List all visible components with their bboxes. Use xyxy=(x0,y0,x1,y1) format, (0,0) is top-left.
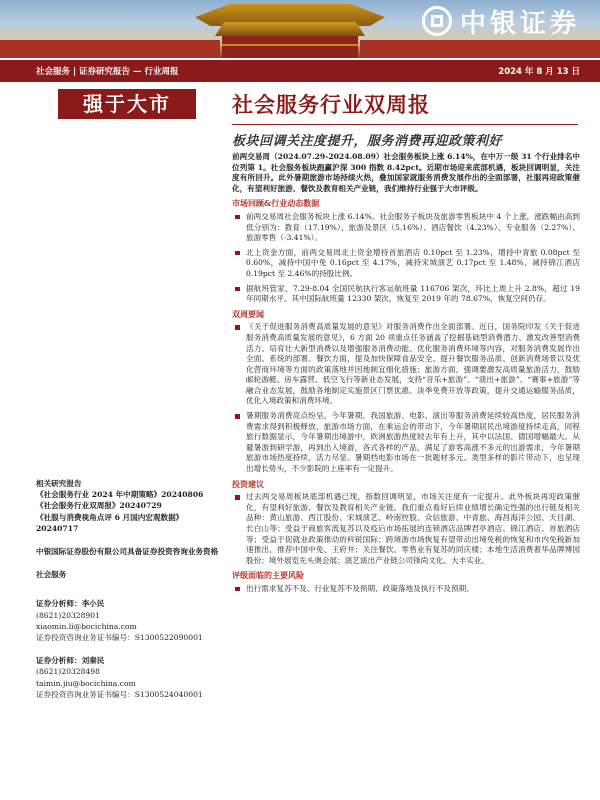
section-heading-invest: 投资建议 xyxy=(232,478,264,489)
summary-paragraph: 前两交易周（2024.07.29-2024.08.09）社会服务板块上涨 6.14%，在中万一级 31 个行业排名中位列第 1。社会服务板块跑赢沪深 300 指数 8.42pct。近期市场迎来底部机遇，板块回调明显，关注度有所回升。此外暑期旅游市场持续火热，叠加国家就服务消费发展作出的全面部署，社服再迎政策催化，有望利好旅游、餐饮及教育相关产业链，我们维持行业强于大市评级。 xyxy=(232,152,580,193)
related-report: 《社服与消费视角点评 6 月国内宏观数据》20240717 xyxy=(36,512,184,533)
brand-name: 中银证券 xyxy=(459,8,580,39)
analyst-phone: (8621)20328498 xyxy=(36,667,100,677)
header-banner-image xyxy=(0,0,600,58)
bullet-item: 出行需求复苏不及、行业复苏不及预期、政策落地及执行不及预期。 xyxy=(232,584,580,595)
report-subtitle: 板块回调关注度提升，服务消费再迎政策利好 xyxy=(232,134,503,149)
analyst-cert: 证券投资咨询业务证书编号：S1300524040001 xyxy=(36,689,203,699)
bullet-item: 暑期服务消费亮点纷呈。今年暑期，我国旅游、电影、演出等服务消费延续较高热度，居民服务消费需求得到积极释放，旅游市场方面，在乘运会的带动下，今年暑期居民出境游度持续走高，同程旅行数据显示，今年暑期出境游中，欧洲旅游热度较去年有上升，其中以法国、德国增幅最大。从避暑游到研学游，再到出入境游，各式各样的产品，满足了游客高涨不多元的出游需求，今年暑期旅游市场热度持续，活力尽显。暑期档电影市场在一批题材多元、类型多样的影片带动下，也呈现出增长势头，不少影院的上座率有一定提升。 xyxy=(232,411,580,475)
analyst-name: 李小民 xyxy=(81,599,105,609)
related-report: 《社会服务行业双周报》20240729 xyxy=(36,501,162,511)
section-heading-market: 市场回顾&行业动态数据 xyxy=(232,198,320,209)
sidebar xyxy=(36,478,224,700)
palace-hall-graphic xyxy=(222,36,358,58)
section-heading-news: 双周要闻 xyxy=(232,308,264,319)
palace-roof-lower-graphic xyxy=(215,22,365,36)
report-navbar xyxy=(0,60,600,82)
main-content xyxy=(232,152,580,599)
report-category: 社会服务 | 证券研究报告 — 行业周报 xyxy=(36,67,179,77)
related-report: 《社会服务行业 2024 年中期策略》20240806 xyxy=(36,490,204,500)
bullet-item: 北上资金方面，前两交易周北上资金增持首旅酒店 0.10pct 至 1.23%，增持中青旅 0.08pct 至 0.60%，减持中国中免 0.16pct 至 4.17%，减持宋城演艺 0.17pct 至 1.48%，减持锦江酒店 0.19pct 至 2.46%的持股比例。 xyxy=(232,248,580,280)
bullet-item: 《关于促进服务消费高质量发展的意见》对服务消费作出全面部署。近日，国务院印发《关于促进服务消费高质量发展的意见》，6 方面 20 项重点任务涵盖了挖掘基础型消费潜力、激发改善型消费活力、培育壮大新型消费以及增强服务消费动能、优化服务消费环境等内容，对服务消费发展作出全面、系统的部署。餐饮方面，提及加快保障食品安全、提升餐饮服务品质、创新消费场景以及优化营商环境等方面的政策落地并因地制宜细化措施；旅游方面，强调要激发高质量旅游活力，鼓励邮轮游艇、房车露营、低空飞行等新业态发展，支持“音乐+旅游”、“演出+旅游”、“赛事+旅游”等融合业态发展，鼓励各地制定实施景区门票优惠、淡季免费开放等政策，提升交通运输服务品质，优化入境政策和消费环境。 xyxy=(232,322,580,407)
analyst-role: 证券分析师： xyxy=(36,599,82,609)
analyst-name: 刘秦民 xyxy=(81,656,105,666)
bank-of-china-logo-icon xyxy=(422,6,452,36)
bullet-item: 据航班管家，7.29-8.04 全国民航执行客运航班量 116706 架次，环比上周上升 2.8%，超过 19 年同期水平。其中国际航班量 12330 架次，恢复至 2019 年的 78.67%，恢复空间仍存。 xyxy=(232,284,580,305)
analyst-line xyxy=(36,655,224,666)
spacer xyxy=(36,580,224,598)
analyst-email: xiaomin.li@bocichina.com xyxy=(36,621,137,631)
report-title: 社会服务行业双周报 xyxy=(232,92,430,117)
report-date: 2024 年 8 月 13 日 xyxy=(498,67,580,77)
palace-wall-left xyxy=(0,40,220,58)
rating-badge: 强于大市 xyxy=(58,89,196,119)
section-heading-risk: 评级面临的主要风险 xyxy=(232,570,304,581)
palace-wall-right xyxy=(360,40,600,58)
spacer xyxy=(36,643,224,655)
company-qualification: 中银国际证券股份有限公司具备证券投资咨询业务资格 xyxy=(36,547,219,557)
bullet-item: 过去两交易周板块底部机遇已现，指数回调明显，市场关注度有一定提升。此外板块再迎政策催化，有望利好旅游、餐饮及教育相关产业链。我们重点看好后续业绩增长确定性强的出行链及相关品种：黄山旅游、西江股份、宋城演艺、岭南控股、众信旅游、中青旅、海昌海洋公园、天目湖、长白山等；受益于商旅客流复苏以及疫后市场拓展的连锁酒店品牌君亭酒店、锦江酒店、首旅酒店等；受益于促就业政策推动的科锐国际；跨境游市场恢复有望带动出境免税的恢复和市内免税新加速推出，推荐中国中免、王府井；关注餐饮、零售业有复苏的同庆楼；本地生活消费奢华品牌博园股份；境外展览先头奥会展；演艺演出产业链公司锋尚文化、大丰实业。 xyxy=(232,492,580,566)
analyst-line xyxy=(36,598,224,609)
brand xyxy=(422,4,580,38)
analyst-phone: (8621)20328901 xyxy=(36,610,100,620)
related-reports-heading: 相关研究报告 xyxy=(36,479,82,488)
analyst-email: taimin.jiu@bocichina.com xyxy=(36,678,136,688)
analyst-role: 证券分析师： xyxy=(36,656,82,666)
analyst-cert: 证券投资咨询业务证书编号：S1300522090001 xyxy=(36,633,203,643)
spacer xyxy=(36,557,224,569)
title-divider xyxy=(232,124,578,125)
bullet-item: 前两交易周社会服务板块上涨 6.14%。社会服务子板块及旅游零售板块中 4 个上涨，涨跌幅由高到低分别为：教育（17.19%）、旅游及景区（5.16%）、酒店餐饮（4.23%）、专业服务（2.27%）、旅游零售（-3.41%）。 xyxy=(232,212,580,244)
spacer xyxy=(36,534,224,546)
industry-label: 社会服务 xyxy=(36,570,67,580)
